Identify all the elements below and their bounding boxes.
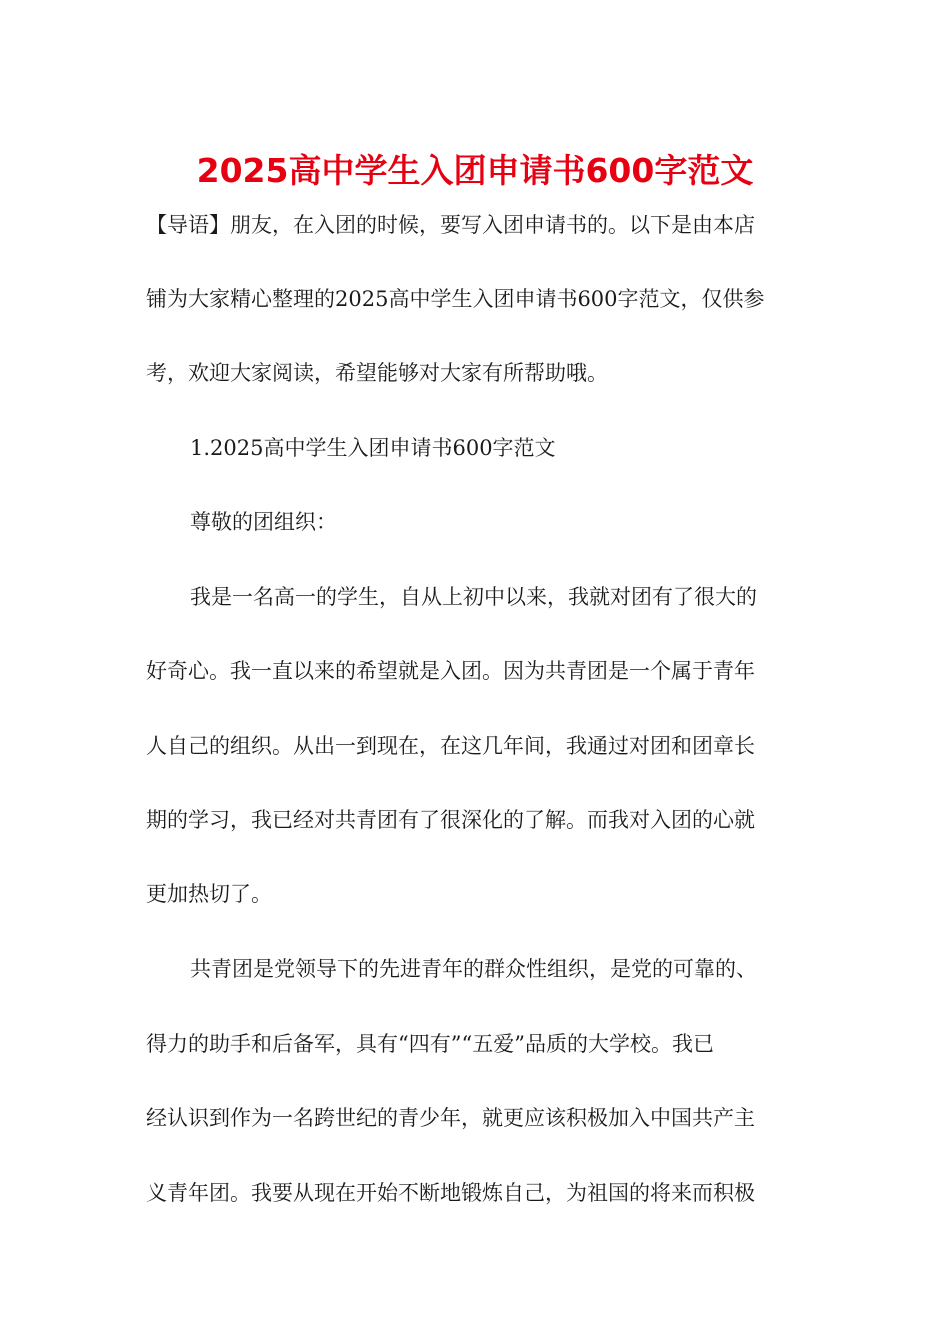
paragraph-1-line-3: 人自己的组织。从出一到现在，在这几年间，我通过对团和团章长 (146, 734, 755, 758)
section-heading: 1.2025高中学生入团申请书600字范文 (190, 436, 556, 460)
document-title: 2025高中学生入团申请书600字范文 (196, 151, 754, 190)
paragraph-2-line-3: 经认识到作为一名跨世纪的青少年，就更应该积极加入中国共产主 (146, 1106, 755, 1130)
paragraph-1-line-4: 期的学习，我已经对共青团有了很深化的了解。而我对入团的心就 (146, 808, 755, 832)
intro-line-1: 【导语】朋友，在入团的时候，要写入团申请书的。以下是由本店 (146, 213, 755, 237)
intro-line-3: 考，欢迎大家阅读，希望能够对大家有所帮助哦。 (146, 361, 608, 385)
paragraph-2-line-2: 得力的助手和后备军，具有“四有”“五爱”品质的大学校。我已 (146, 1032, 714, 1056)
paragraph-1-line-2: 好奇心。我一直以来的希望就是入团。因为共青团是一个属于青年 (146, 659, 755, 683)
paragraph-1-line-5: 更加热切了。 (146, 882, 272, 906)
intro-line-2: 铺为大家精心整理的2025高中学生入团申请书600字范文，仅供参 (146, 287, 765, 311)
paragraph-2-line-1: 共青团是党领导下的先进青年的群众性组织，是党的可靠的、 (190, 957, 757, 981)
paragraph-2-line-4: 义青年团。我要从现在开始不断地锻炼自己，为祖国的将来而积极 (146, 1181, 755, 1205)
salutation: 尊敬的团组织： (190, 510, 337, 534)
paragraph-1-line-1: 我是一名高一的学生，自从上初中以来，我就对团有了很大的 (190, 585, 757, 609)
